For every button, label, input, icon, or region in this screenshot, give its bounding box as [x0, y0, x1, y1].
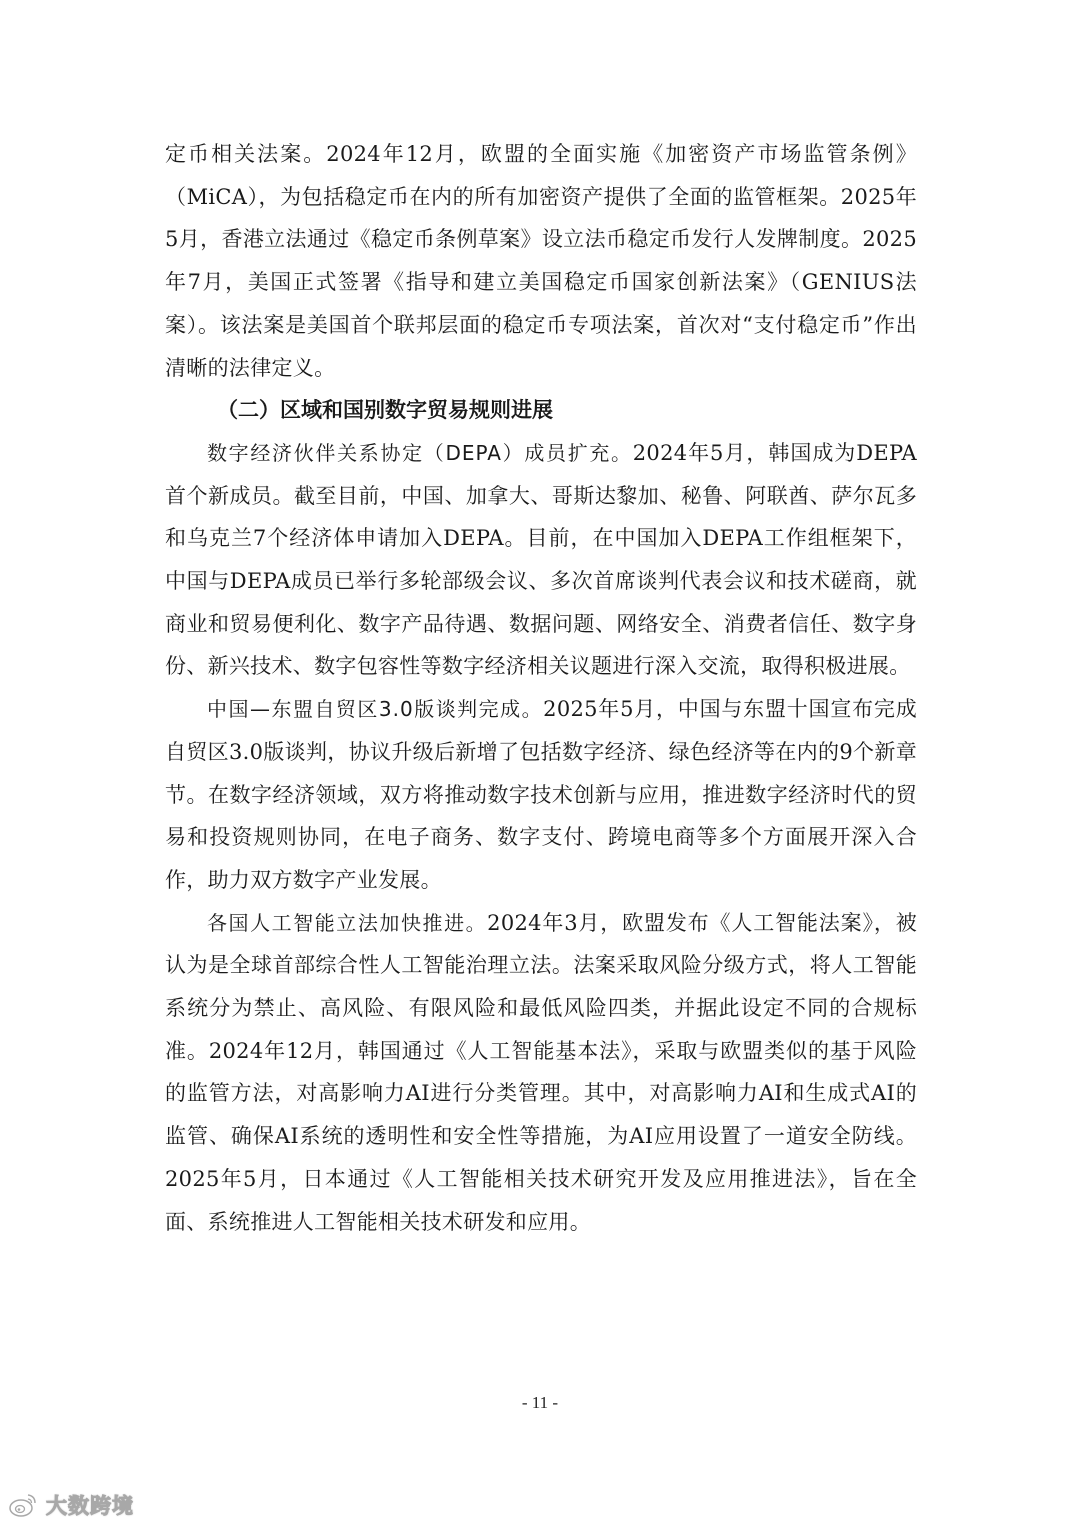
section-heading: （二）区域和国别数字贸易规则进展 — [217, 397, 553, 423]
page-number: - 11 - — [521, 1393, 559, 1412]
weibo-logo-icon — [8, 1491, 38, 1519]
paragraph-depa — [165, 432, 917, 688]
paragraph-lead-china-asean: 中国—东盟自贸区3.0版谈判完成。 — [207, 697, 544, 722]
paragraph-china-asean — [165, 688, 917, 902]
paragraph-body-depa: 2024年5月，韩国成为DEPA首个新成员。截至目前，中国、加拿大、哥斯达黎加、秘鲁、阿联酋、萨尔瓦多和乌克兰7个经济体申请加入DEPA。目前，在中国加入DEPA工作组框架下，中国与DEPA成员已举行多轮部级会议、多次首席谈判代表会议和技术磋商，就商业和贸易便利化、数字产品待遇、数据问题、网络安全、消费者信任、数字身份、新兴技术、数字包容性等数字经济相关议题进行深入交流，取得积极进展。 — [165, 440, 918, 679]
watermark-text: 大数跨境 — [46, 1494, 134, 1518]
paragraph-ai-legislation — [165, 902, 917, 1244]
paragraph-lead-ai-legislation: 各国人工智能立法加快推进。 — [207, 910, 488, 935]
paragraph-body-china-asean: 2025年5月，中国与东盟十国宣布完成自贸区3.0版谈判，协议升级后新增了包括数字经济、绿色经济等在内的9个新章节。在数字经济领域，双方将推动数字技术创新与应用，推进数字经济时代的贸易和投资规则协同，在电子商务、数字支付、跨境电商等多个方面展开深入合作，助力双方数字产业发展。 — [165, 697, 917, 892]
watermark — [8, 1490, 134, 1520]
paragraph-lead-depa: 数字经济伙伴关系协定（DEPA）成员扩充。 — [207, 440, 633, 465]
paragraph-stablecoin-continued: 定币相关法案。2024年12月，欧盟的全面实施《加密资产市场监管条例》（MiCA），为包括稳定币在内的所有加密资产提供了全面的监管框架。2025年5月，香港立法通过《稳定币条例草案》设立法币稳定币发行人发牌制度。2025年7月，美国正式签署《指导和建立美国稳定币国家创新法案》（GENIUS法案）。该法案是美国首个联邦层面的稳定币专项法案，首次对“支付稳定币”作出清晰的法律定义。 — [165, 142, 917, 380]
paragraph-body-ai-legislation: 2024年3月，欧盟发布《人工智能法案》，被认为是全球首部综合性人工智能治理立法。法案采取风险分级方式，将人工智能系统分为禁止、高风险、有限风险和最低风险四类，并据此设定不同的合规标准。2024年12月，韩国通过《人工智能基本法》，采取与欧盟类似的基于风险的监管方法，对高影响力AI进行分类管理。其中，对高影响力AI和生成式AI的监管、确保AI系统的透明性和安全性等措施，为AI应用设置了一道安全防线。2025年5月，日本通过《人工智能相关技术研究开发及应用推进法》，旨在全面、系统推进人工智能相关技术研发和应用。 — [165, 910, 917, 1234]
body-content — [165, 133, 917, 1243]
